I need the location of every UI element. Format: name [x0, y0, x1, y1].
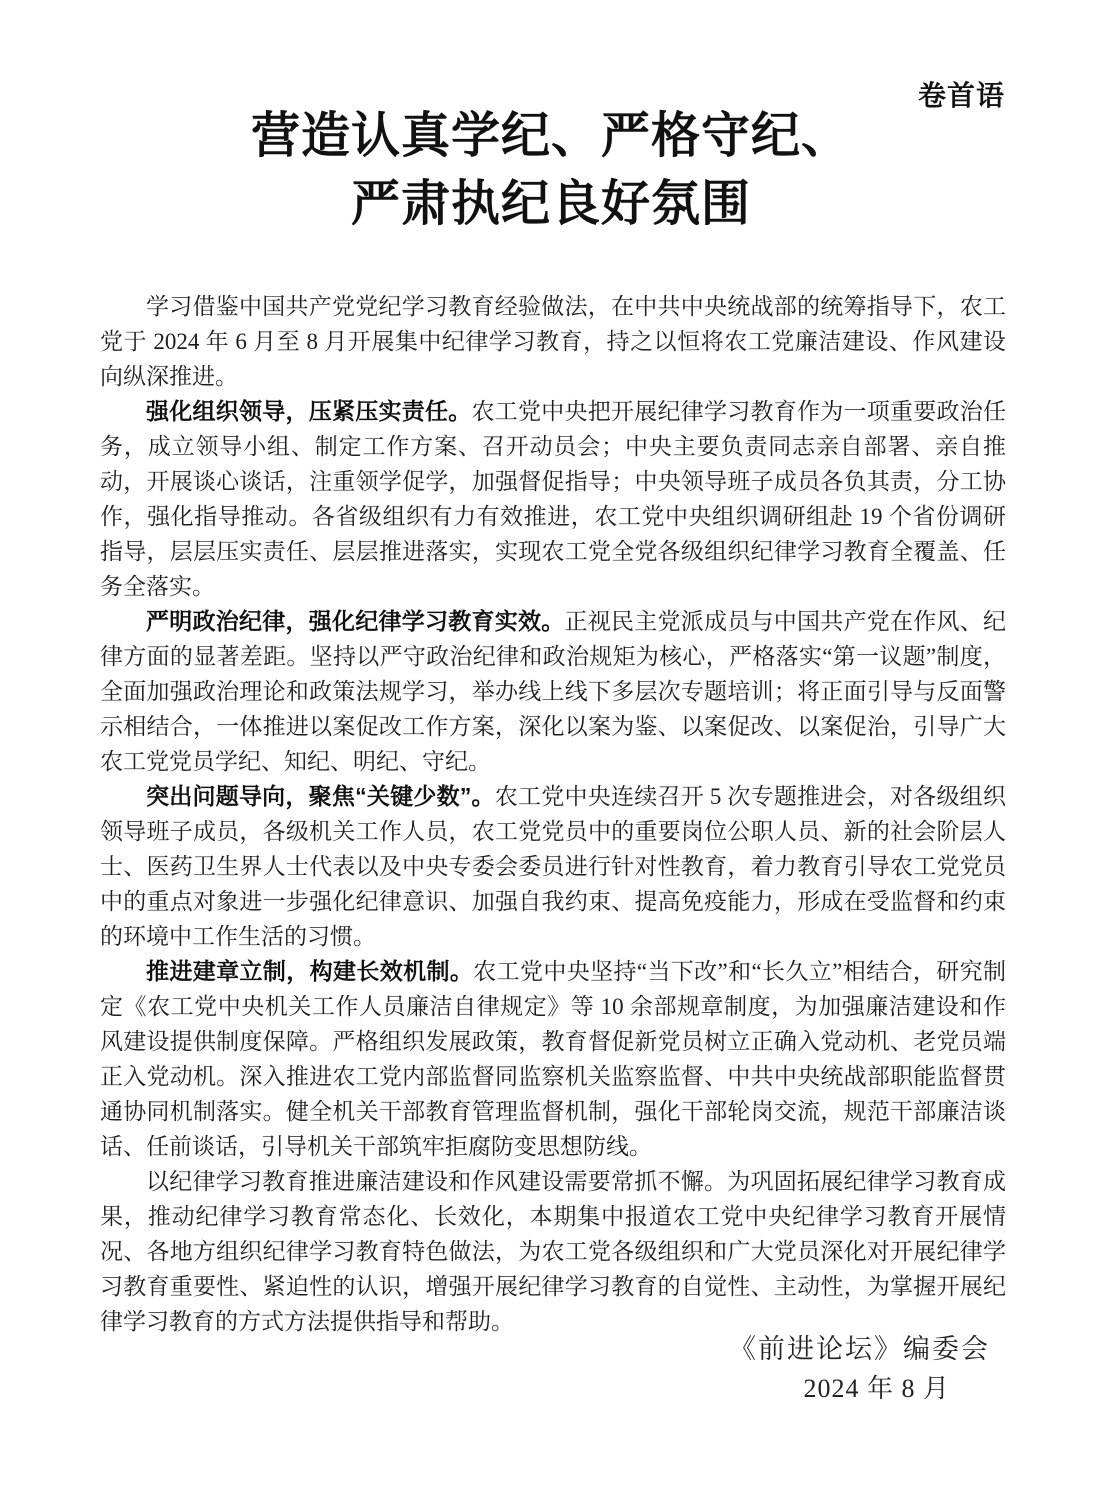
page-title-line-1: 营造认真学纪、严格守纪、	[250, 108, 851, 163]
page-title	[0, 102, 1102, 238]
paragraph: 突出问题导向，聚焦“关键少数”。农工党中央连续召开 5 次专题推进会，对各级组织领导班子成员，各级机关工作人员，农工党党员中的重要岗位公职人员、新的社会阶层人士、医药卫生界人士代表以及中央专委会委员进行针对性教育，着力教育引导农工党党员中的重点对象进一步强化纪律意识、加强自我约束、提高免疫能力，形成在受监督和约束的环境中工作生活的习惯。	[100, 783, 1007, 949]
paragraph: 学习借鉴中国共产党党纪学习教育经验做法，在中共中央统战部的统筹指导下，农工党于 2024 年 6 月至 8 月开展集中纪律学习教育，持之以恒将农工党廉洁建设、作风建设向纵深推进。	[100, 294, 1006, 389]
paragraph-lead: 突出问题导向，聚焦“关键少数”。	[146, 783, 495, 809]
paragraph-lead: 强化组织领导，压紧压实责任。	[146, 398, 472, 424]
paragraph-lead: 推进建章立制，构建长效机制。	[146, 958, 474, 984]
paragraph-lead: 严明政治纪律，强化纪律学习教育实效。	[146, 608, 565, 634]
corner-label: 卷首语	[917, 80, 1005, 111]
date: 2024 年 8 月	[803, 1374, 950, 1403]
paragraph: 严明政治纪律，强化纪律学习教育实效。正视民主党派成员与中国共产党在作风、纪律方面的显著差距。坚持以严守政治纪律和政治规矩为核心，严格落实“第一议题”制度，全面加强政治理论和政策法规学习，举办线上线下多层次专题培训；将正面引导与反面警示相结合，一体推进以案促改工作方案，深化以案为鉴、以案促改、以案促治，引导广大农工党党员学纪、知纪、明纪、守纪。	[100, 608, 1006, 774]
paragraph: 推进建章立制，构建长效机制。农工党中央坚持“当下改”和“长久立”相结合，研究制定《农工党中央机关工作人员廉洁自律规定》等 10 余部规章制度，为加强廉洁建设和作风建设提供制度保障。严格组织发展政策，教育督促新党员树立正确入党动机、老党员端正入党动机。深入推进农工党内部监督同监察机关监察监督、中共中央统战部职能监督贯通协同机制落实。健全机关干部教育管理监督机制，强化干部轮岗交流，规范干部廉洁谈话、任前谈话，引导机关干部筑牢拒腐防变思想防线。	[100, 958, 1006, 1159]
paragraph: 以纪律学习教育推进廉洁建设和作风建设需要常抓不懈。为巩固拓展纪律学习教育成果，推动纪律学习教育常态化、长效化，本期集中报道农工党中央纪律学习教育开展情况、各地方组织纪律学习教育特色做法，为农工党各级组织和广大党员深化对开展纪律学习教育重要性、紧迫性的认识，增强开展纪律学习教育的自觉性、主动性，为掌握开展纪律学习教育的方式方法提供指导和帮助。	[100, 1169, 1006, 1334]
article-body	[100, 289, 1006, 1339]
paragraph: 强化组织领导，压紧压实责任。农工党中央把开展纪律学习教育作为一项重要政治任务，成立领导小组、制定工作方案、召开动员会；中央主要负责同志亲自部署、亲自推动，开展谈心谈话，注重领学促学，加强督促指导；中央领导班子成员各负其责，分工协作，强化指导推动。各省级组织有力有效推进，农工党中央组织调研组赴 19 个省份调研指导，层层压实责任、层层推进落实，实现农工党全党各级组织纪律学习教育全覆盖、任务全落实。	[100, 398, 1006, 599]
page-title-line-2: 严肃执纪良好氛围	[350, 176, 751, 231]
signature: 《前进论坛》编委会	[729, 1334, 990, 1364]
